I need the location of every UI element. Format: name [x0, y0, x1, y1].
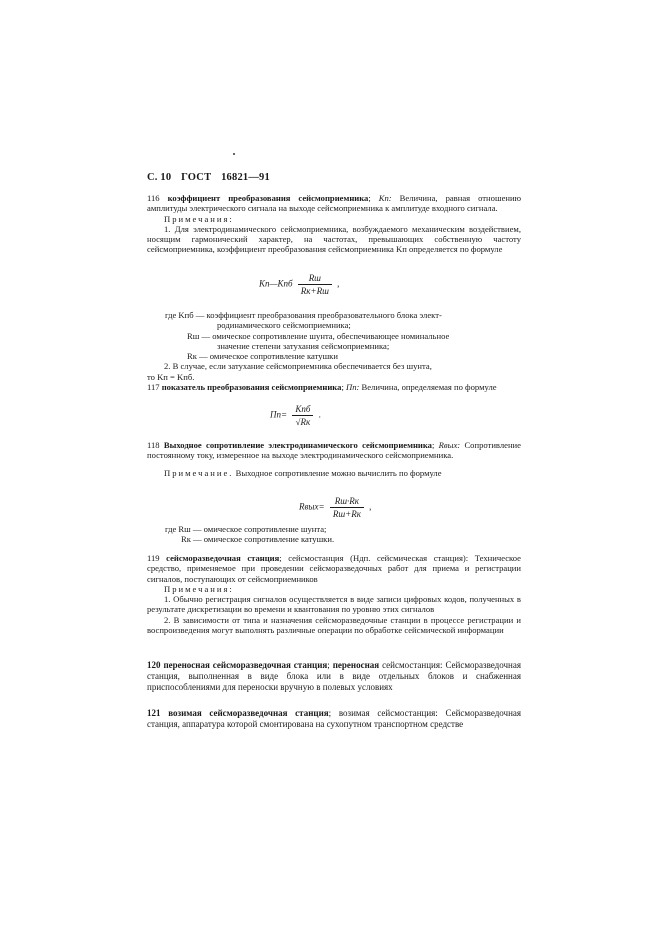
term-118: 118 Выходное сопротивление электродинамического сейсмоприемника; Rвых: Сопротивление постоянному току, измеренное на выходе электродинамического сейсмоприемника. Примечание. Выходное сопротивление можно вычислить по формуле	[147, 440, 521, 478]
term-118-title: Выходное сопротивление электродинамического сейсмоприемника	[163, 440, 432, 450]
formula-2: Пп= $\frac{\text{Kпб}}{√Rк}$ .	[270, 404, 321, 427]
term-119-note-1: 1. Обычно регистрация сигналов осуществляется в виде записи цифровых кодов, полученных в результате дискретизации во времени и квантования по уровню этих сигналов	[147, 594, 521, 615]
scan-speck	[233, 153, 235, 155]
term-116-note-2-formula: то Kп = Kпб.	[147, 371, 195, 382]
term-116-number: 116	[147, 193, 160, 203]
where-2: Rш — омическое сопротивление шунта, обеспечивающее номинальное	[187, 330, 450, 341]
term-116-notes-label: Примечания:	[164, 213, 234, 224]
term-121-title: возимая сейсморазведочная станция	[168, 708, 329, 718]
term-119: 119 сейсморазведочная станция; сейсмостанция (Ндп. сейсмическая станция): Техническое средство, применяемое при проведении сейсморазведочных работ для приема и регистрации сигналов, поступающих от сейсмоприемников Примечания: 1. Обычно регистрация сигналов осуществляется в виде записи цифровых кодов, полученных в результате дискретизации во времени и квантования по уровню этих сигналов 2. В зависимости от типа и назначения сейсморазведочные станции в процессе регистрации и воспроизведения могут выполнять различные операции по обработке сейсмической информации	[147, 553, 522, 636]
page-header	[147, 172, 277, 183]
term-116-definition: Величина, равная отношению амплитуды электрического сигнала на выходе сейсмоприемника к амплитуде входного сигнала.	[147, 193, 521, 214]
term-119-title: сейсморазведочная станция	[166, 553, 280, 563]
standard-number: 16821—91	[221, 172, 270, 183]
term-118-definition: Сопротивление постоянному току, измеренное на выходе электродинамического сейсмоприемника.	[147, 440, 521, 461]
term-116-where: где Kпб — коэффициент преобразования преобразовательного блока элект- родинамического сейсмоприемника; Rш — омическое сопротивление шунта, обеспечивающее номинальное значение степени затухания сейсмоприемника; Rк — омическое сопротивление катушки 2. В случае, если затухание сейсмоприемника обеспечивается без шунта, то Kп = Kпб.	[147, 310, 521, 382]
term-121: 121 возимая сейсморазведочная станция; возимая сейсмостанция: Сейсморазведочная станция, аппаратура которой смонтирована на сухопутном транспортном средстве	[147, 708, 522, 729]
formula-3: Rвых= $\frac{Rш\cdot Rк}{Rш+Rк}$ ,	[299, 496, 372, 519]
where-1: где Kпб — коэффициент преобразования преобразовательного блока элект-	[165, 310, 442, 320]
term-116-title: коэффициент преобразования сейсмоприемника	[167, 193, 369, 203]
term-120: 120 переносная сейсморазведочная станция; переносная сейсмостанция: Сейсморазведочная станция, выполненная в виде блока или в виде отдельных блоков и снабженная приспособлениями для переноски вручную в полевых условиях	[147, 660, 522, 692]
term-121-definition: возимая сейсмостанция: Сейсморазведочная станция, аппаратура которой смонтирована на сухопутном транспортном средстве	[147, 708, 522, 729]
term-119-definition: сейсмостанция (Ндп. сейсмическая станция): Техническое средство, применяемое при проведении сейсморазведочных работ для приема и регистрации сигналов, поступающих от сейсмоприемников	[147, 553, 522, 584]
term-120-synonym: переносная	[332, 660, 380, 670]
term-116-note-1: 1. Для электродинамического сейсмоприемника, возбуждаемого механическим воздействием, носящим гармонический характер, на частотах, превышающих собственную частоту сейсмоприемника, коэффициент преобразования сейсмоприемника Kп определяется по формуле	[147, 223, 521, 255]
formula-1-fraction: $\frac{Rш}{Rк+Rш}$	[298, 273, 332, 296]
term-117-definition: Величина, определяемая по формуле	[361, 382, 497, 392]
where-3: Rк — омическое сопротивление катушки	[187, 351, 338, 362]
formula-1: Kп—Kпб $\frac{Rш}{Rк+Rш}$ ,	[259, 273, 340, 296]
term-117-title: показатель преобразования сейсмоприемника	[161, 382, 342, 392]
term-116: 116 коэффициент преобразования сейсмоприемника; Kп: Величина, равная отношению амплитуды электрического сигнала на выходе сейсмоприемника к амплитуде входного сигнала. Примечания: 1. Для электродинамического сейсмоприемника, возбуждаемого механическим воздействием, носящим гармонический характер, на частотах, превышающих собственную частоту сейсмоприемника, коэффициент преобразования сейсмоприемника Kп определяется по формуле	[147, 193, 521, 255]
term-120-title: переносная сейсморазведочная станция	[163, 660, 328, 670]
formula-2-fraction: $\frac{\text{Kпб}}{√Rк}$	[292, 404, 313, 427]
page-number: С. 10	[147, 172, 172, 183]
term-119-note-2: 2. В зависимости от типа и назначения сейсморазведочные станции в процессе регистрации и воспроизведения могут выполнять различные операции по обработке сейсмической информации	[147, 614, 521, 636]
term-116-symbol: Kп:	[378, 193, 392, 203]
term-120-definition: сейсмостанция: Сейсморазведочная станция, выполненная в виде блока или в виде отдельных блоков и снабженная приспособлениями для переноски вручную в полевых условиях	[147, 660, 522, 692]
term-116-note-2: 2. В случае, если затухание сейсмоприемника обеспечивается без шунта,	[164, 361, 432, 372]
term-118-where: где Rш — омическое сопротивление шунта; Rк — омическое сопротивление катушки.	[165, 524, 335, 545]
formula-3-fraction: $\frac{Rш\cdot Rк}{Rш+Rк}$	[330, 496, 364, 519]
term-117: 117 показатель преобразования сейсмоприемника; Пп: Величина, определяемая по формуле	[147, 382, 497, 392]
term-118-note: Выходное сопротивление можно вычислить по формуле	[235, 467, 442, 478]
standard-code: ГОСТ	[181, 172, 212, 183]
